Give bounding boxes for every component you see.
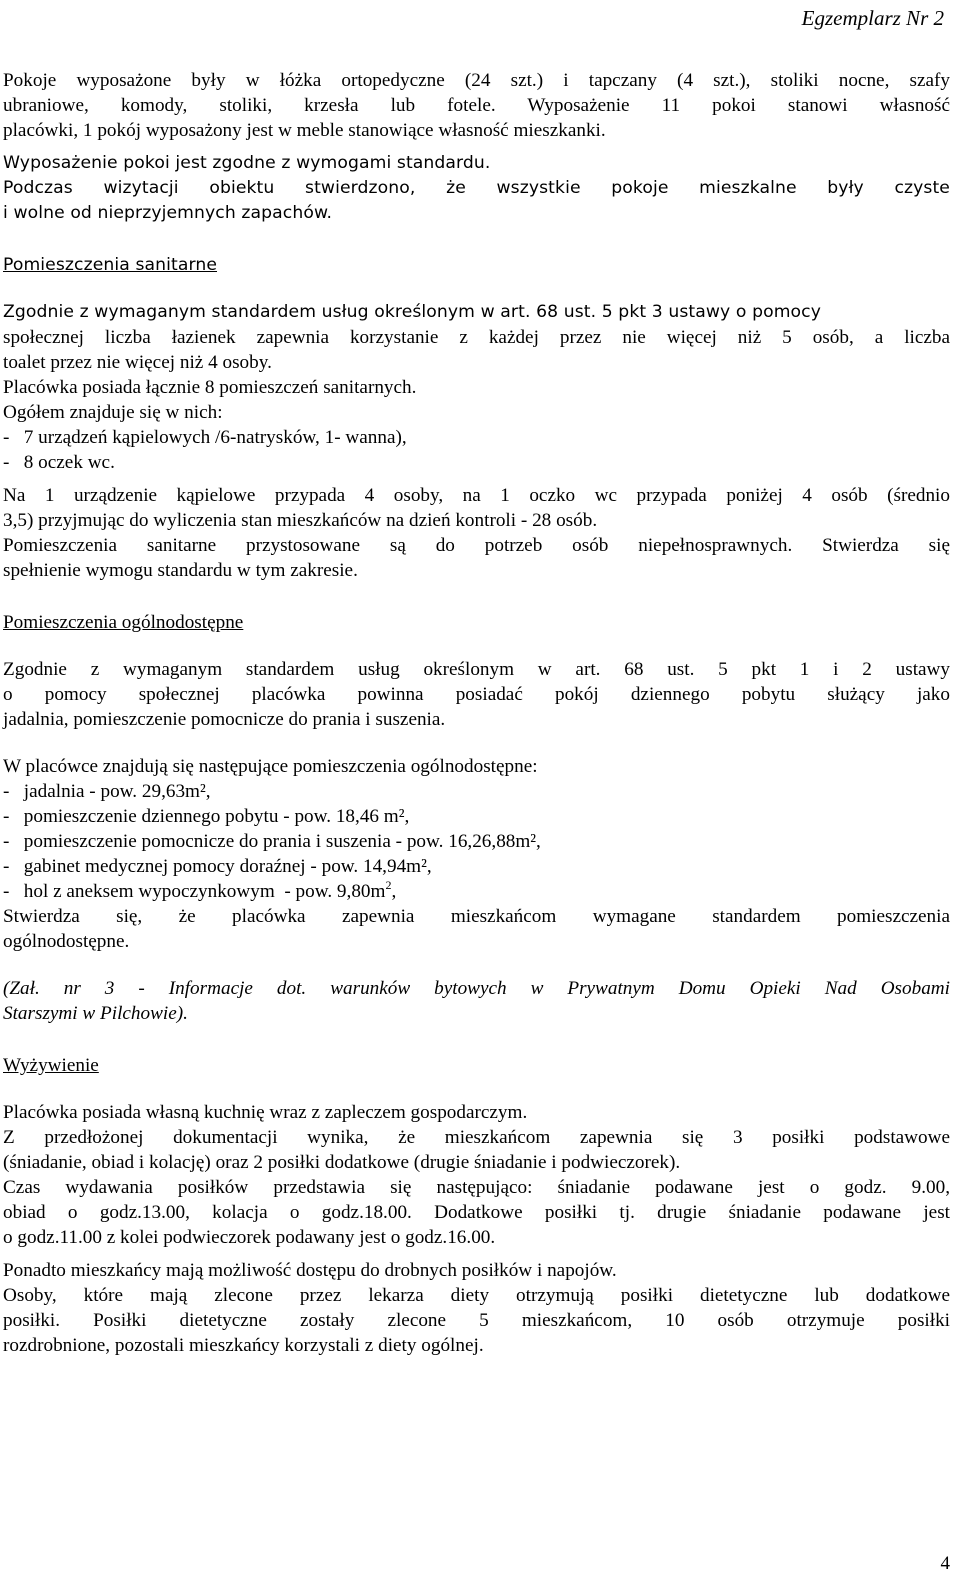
text-line: Z przedłożonej dokumentacji wynika, że mieszkańcom zapewnia się 3 posiłki podstawowe — [3, 1127, 950, 1148]
list-item-tail: , — [391, 881, 397, 902]
sanitary-contents-intro: Ogółem znajduje się w nich: — [3, 402, 223, 423]
list-item-text: - hol z aneksem wypoczynkowym - pow. 9,80m — [3, 881, 386, 902]
meal-times-paragraph — [3, 1175, 950, 1250]
text-line: Starszymi w Pilchowie). — [3, 1003, 188, 1024]
text-line: (śniadanie, obiad i kolację) oraz 2 posiłki dodatkowe (drugie śniadanie i podwieczorek). — [3, 1152, 681, 1173]
text-line: toalet przez nie więcej niż 4 osoby. — [3, 352, 272, 373]
attachment-note — [3, 976, 950, 1026]
diets-paragraph — [3, 1283, 950, 1358]
list-item — [3, 879, 950, 904]
text-line: placówki, 1 pokój wyposażony jest w meble stanowiące własność mieszkanki. — [3, 120, 606, 141]
list-item: - jadalnia - pow. 29,63m², — [3, 781, 211, 802]
meals-paragraph — [3, 1125, 950, 1175]
text-line: Zgodnie z wymaganym standardem usług określonym w art. 68 ust. 5 pkt 1 i 2 ustawy — [3, 659, 950, 680]
list-item: - 8 oczek wc. — [3, 452, 115, 473]
text-line: spełnienie wymogu standardu w tym zakresie. — [3, 560, 358, 581]
common-rooms-conclusion — [3, 904, 950, 954]
page-content — [3, 68, 950, 1358]
kitchen-paragraph: Placówka posiada własną kuchnię wraz z zapleczem gospodarczym. — [3, 1102, 528, 1123]
text-line: Na 1 urządzenie kąpielowe przypada 4 osoby, na 1 oczko wc przypada poniżej 4 osób (średnio — [3, 485, 950, 506]
common-rooms-standard-paragraph — [3, 657, 950, 732]
text-line: Pomieszczenia sanitarne przystosowane są do potrzeb osób niepełnosprawnych. Stwierdza się — [3, 535, 950, 556]
sanitary-accessibility-paragraph — [3, 533, 950, 583]
snacks-paragraph: Ponadto mieszkańcy mają możliwość dostępu do drobnych posiłków i napojów. — [3, 1260, 617, 1281]
rooms-equipment-paragraph — [3, 68, 950, 143]
text-line: ogólnodostępne. — [3, 931, 130, 952]
list-item: - pomieszczenie dziennego pobytu - pow. 18,46 m², — [3, 806, 410, 827]
text-line: Czas wydawania posiłków przedstawia się następująco: śniadanie podawane jest o godz. 9.00, — [3, 1177, 950, 1198]
copy-number-label: Egzemplarz Nr 2 — [801, 6, 944, 30]
superscript: 2 — [385, 878, 392, 892]
text-line: posiłki. Posiłki dietetyczne zostały zlecone 5 mieszkańcom, 10 osób otrzymuje posiłki — [3, 1310, 950, 1331]
text-line: Osoby, które mają zlecone przez lekarza diety otrzymują posiłki dietetyczne lub dodatkowe — [3, 1285, 950, 1306]
text-line: Podczas wizytacji obiektu stwierdzono, że wszystkie pokoje mieszkalne były czyste — [3, 178, 950, 198]
text-line: rozdrobnione, pozostali mieszkańcy korzystali z diety ogólnej. — [3, 1335, 484, 1356]
sanitary-standard-paragraph: Zgodnie z wymaganym standardem usług określonym w art. 68 ust. 5 pkt 3 ustawy o pomocy — [3, 302, 821, 322]
nutrition-heading: Wyżywienie — [3, 1055, 99, 1076]
rooms-inspection-paragraph — [3, 176, 950, 226]
rooms-standard-paragraph: Wyposażenie pokoi jest zgodne z wymogami standardu. — [3, 153, 491, 173]
text-line: ubraniowe, komody, stoliki, krzesła lub fotele. Wyposażenie 11 pokoi stanowi własność — [3, 95, 950, 116]
sanitary-capacity-paragraph — [3, 325, 950, 375]
text-line: 3,5) przyjmując do wyliczenia stan mieszkańców na dzień kontroli - 28 osób. — [3, 510, 598, 531]
sanitary-ratio-paragraph — [3, 483, 950, 533]
text-line: obiad o godz.13.00, kolacja o godz.18.00. Dodatkowe posiłki tj. drugie śniadanie podawane jest — [3, 1202, 950, 1223]
sanitary-heading: Pomieszczenia sanitarne — [3, 255, 218, 275]
text-line: Stwierdza się, że placówka zapewnia mieszkańcom wymagane standardem pomieszczenia — [3, 906, 950, 927]
text-line: Pokoje wyposażone były w łóżka ortopedyczne (24 szt.) i tapczany (4 szt.), stoliki nocne, szafy — [3, 70, 950, 91]
list-item: - pomieszczenie pomocnicze do prania i suszenia - pow. 16,26,88m², — [3, 831, 541, 852]
text-line: o godz.11.00 z kolei podwieczorek podawany jest o godz.16.00. — [3, 1227, 496, 1248]
text-line: (Zał. nr 3 - Informacje dot. warunków bytowych w Prywatnym Domu Opieki Nad Osobami — [3, 978, 950, 999]
page-number: 4 — [940, 1553, 950, 1574]
text-line: społecznej liczba łazienek zapewnia korzystanie z każdej przez nie więcej niż 5 osób, a liczba — [3, 327, 950, 348]
sanitary-count-paragraph: Placówka posiada łącznie 8 pomieszczeń sanitarnych. — [3, 377, 417, 398]
text-line: i wolne od nieprzyjemnych zapachów. — [3, 203, 333, 223]
text-line: o pomocy społecznej placówka powinna posiadać pokój dziennego pobytu służący jako — [3, 684, 950, 705]
text-line: jadalnia, pomieszczenie pomocnicze do prania i suszenia. — [3, 709, 446, 730]
common-rooms-heading: Pomieszczenia ogólnodostępne — [3, 612, 244, 633]
list-item: - 7 urządzeń kąpielowych /6-natrysków, 1- wanna), — [3, 427, 407, 448]
common-rooms-list-intro: W placówce znajdują się następujące pomieszczenia ogólnodostępne: — [3, 756, 538, 777]
list-item: - gabinet medycznej pomocy doraźnej - pow. 14,94m², — [3, 856, 432, 877]
